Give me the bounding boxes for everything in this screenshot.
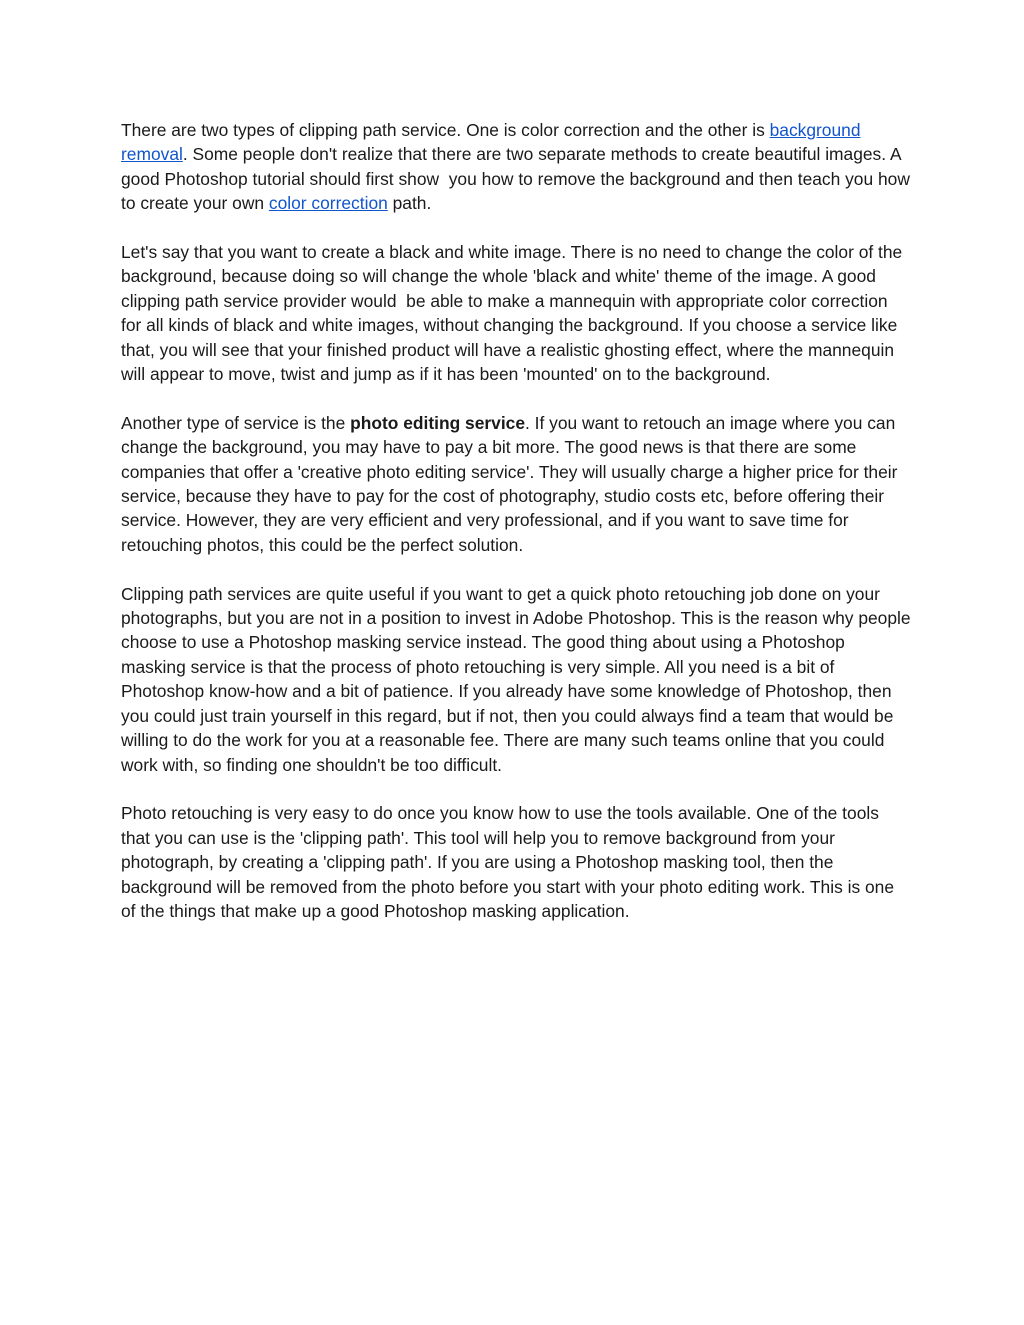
paragraph-text: Another type of service is the [121, 412, 351, 433]
paragraph-text: There are two types of clipping path service. One is color correction and the other is [121, 120, 770, 140]
paragraph-text: Photo retouching is very easy to do once you know how to use the tools available. One of the tools that you can use is the 'clipping path'. This tool will help you to remove background from your photograph, by creating a 'clipping path'. If you are using a Photoshop masking tool, then the background will be removed from the photo before you start with your photo editing work. This is one of the things that make up a good Photoshop masking application. [121, 803, 895, 921]
paragraph-text: Clipping path services are quite useful if you want to get a quick photo retouching job done on your photographs, but you are not in a position to invest in Adobe Photoshop. This is the reason why people choose to use a Photoshop masking service instead. The good thing about using a Photoshop masking service is that the process of photo retouching is very simple. All you need is a bit of Photoshop know-how and a bit of patience. If you already have some knowledge of Photoshop, then you could just train yourself in this regard, but if not, then you could always find a team that would be willing to do the work for you at a reasonable fee. There are many such teams online that you could work with, so finding one shouldn't be too difficult. [121, 583, 911, 775]
paragraph-1 [121, 118, 911, 216]
paragraph-5 [121, 801, 911, 923]
paragraph-4 [121, 582, 911, 777]
background-removal-link[interactable]: background removal [121, 120, 861, 165]
paragraph-text: . Some people don't realize that there are two separate methods to create beautiful images. A good Photoshop tutorial should first show you how to remove the background and then teach you how to create your own [121, 144, 910, 214]
paragraph-3 [121, 411, 911, 557]
photo-editing-service-bold: photo editing service [350, 412, 525, 433]
paragraph-2 [121, 240, 911, 386]
paragraph-text: Let's say that you want to create a black and white image. There is no need to change the color of the background, because doing so will change the whole 'black and white' theme of the image. A good clipping path service provider would be able to make a mannequin with appropriate color correction for all kinds of black and white images, without changing the background. If you choose a service like that, you will see that your finished product will have a realistic ghosting effect, where the mannequin will appear to move, twist and jump as if it has been 'mounted' on to the background. [121, 242, 903, 385]
color-correction-link[interactable]: color correction [268, 193, 388, 214]
paragraph-text: . If you want to retouch an image where you can change the background, you may have to pay a bit more. The good news is that there are some companies that offer a 'creative photo editing service'. They will usually charge a higher price for their service, because they have to pay for the cost of photography, studio costs etc, before offering their service. However, they are very efficient and very professional, and if you want to save time for retouching photos, this could be the perfect solution. [121, 412, 898, 555]
paragraph-text: path. [387, 193, 432, 214]
document-body [121, 118, 911, 948]
